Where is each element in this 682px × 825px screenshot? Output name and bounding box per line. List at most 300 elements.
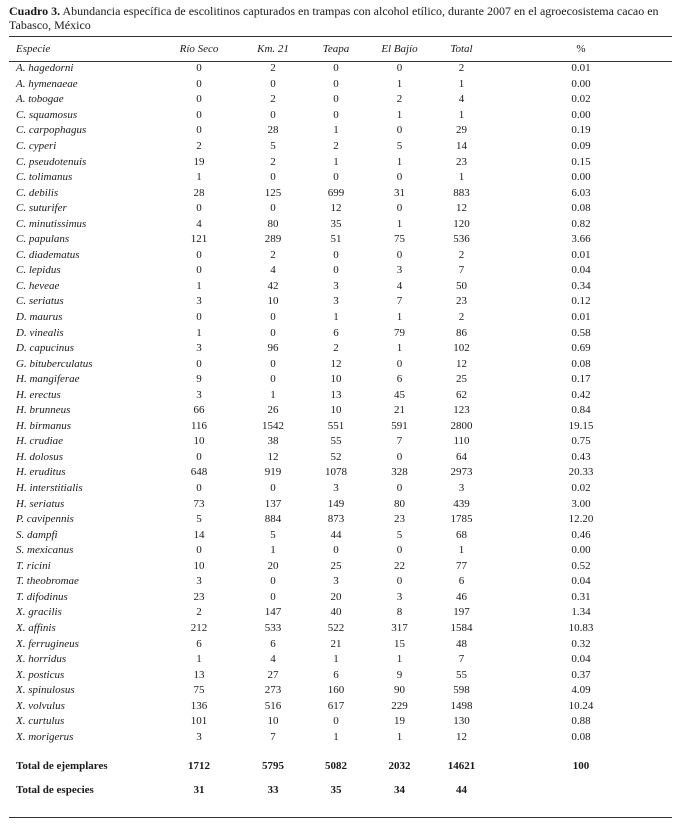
table-row [9,559,672,575]
cell-teapa: 1 [333,155,339,168]
cell-percent: 0.09 [571,140,591,152]
cell-total: 197 [453,606,470,619]
cell-total: 1584 [450,621,473,634]
cell-species: C. cyperi [16,140,57,152]
table-row [9,185,672,201]
cell-teapa: 522 [327,621,345,634]
cell-km21: 1 [270,544,276,557]
cell-km21: 38 [267,435,279,448]
cell-species: X. spinulosus [16,684,75,697]
cell-rio-seco: 136 [190,699,208,712]
cell-percent: 0.08 [571,357,591,370]
cell-percent: 0.00 [571,77,591,90]
cell-total: 25 [456,373,467,386]
cell-km21: 6 [270,637,276,650]
cell-rio-seco: 0 [196,264,202,277]
cell-species: C. minutissimus [16,217,87,230]
cell-teapa: 5082 [325,759,347,772]
cell-teapa: 55 [330,435,342,448]
cell-species: X. curtulus [16,715,65,728]
cell-rio-seco: 66 [193,404,205,417]
table-row [9,154,672,170]
table-row [9,450,672,466]
cell-km21: 5795 [262,759,284,772]
cell-total: 883 [453,186,470,199]
cell-el-bajio: 0 [396,450,403,463]
cell-rio-seco: 116 [190,419,208,432]
cell-species: H. crudiae [16,435,64,448]
cell-percent: 3.66 [571,233,591,246]
table-row [9,248,672,264]
cell-species: D. maurus [16,311,63,324]
cell-rio-seco: 0 [196,77,202,90]
cell-total: 23 [456,155,467,168]
cell-teapa: 10 [330,373,342,386]
cell-percent: 0.00 [571,171,591,184]
cell-percent: 0.15 [571,155,591,168]
cell-total: 12 [456,357,467,370]
cell-rio-seco: 0 [196,482,202,495]
table-row [9,92,672,108]
cell-km21: 0 [270,171,276,184]
cell-percent: 0.00 [571,108,591,121]
cell-el-bajio: 2032 [388,759,411,772]
cell-rio-seco: 0 [196,202,202,215]
cell-km21: 0 [270,326,276,339]
cell-teapa: 3 [333,279,339,292]
cell-total: 110 [453,435,470,448]
table-row [9,139,672,155]
cell-el-bajio: 6 [396,373,403,386]
cell-el-bajio: 23 [394,513,405,526]
table-row [9,201,672,217]
cell-species: C. squamosus [16,108,78,121]
cell-total: 3 [458,482,465,495]
cell-el-bajio: 31 [394,186,405,199]
cell-species: X. volvulus [16,699,65,712]
table-row [9,61,672,77]
cell-el-bajio: 0 [396,357,403,370]
cell-percent: 0.88 [571,715,591,728]
cell-teapa: 0 [333,62,339,75]
header-total: Total [450,43,473,55]
cell-total: 2 [458,62,465,75]
cell-km21: 0 [270,311,276,324]
cell-teapa: 2 [333,342,339,355]
table-row [9,310,672,326]
cell-teapa: 6 [333,668,339,681]
cell-total: 12 [456,202,467,215]
cell-rio-seco: 1 [196,171,202,184]
cell-rio-seco: 0 [196,311,202,324]
cell-km21: 0 [270,373,276,386]
cell-km21: 26 [267,404,279,417]
cell-percent: 0.08 [571,202,591,215]
cell-el-bajio: 2 [396,93,403,106]
cell-total: 130 [453,715,470,728]
table-row [9,714,672,730]
table-row [9,123,672,139]
cell-el-bajio: 1 [396,342,403,355]
cell-percent: 0.12 [571,295,591,308]
cell-percent: 0.00 [571,544,591,557]
cell-percent: 0.02 [571,93,591,106]
cell-species: T. theobromae [16,575,79,588]
cell-rio-seco: 0 [196,248,202,261]
cell-percent: 0.46 [571,528,591,541]
cell-el-bajio: 7 [396,295,403,308]
cell-teapa: 699 [327,186,345,199]
cell-total: 64 [456,450,467,463]
cell-teapa: 0 [333,544,339,557]
cell-teapa: 1 [333,124,339,137]
cell-el-bajio: 1 [396,653,403,666]
table-row [9,170,672,186]
cell-percent: 100 [572,759,590,772]
cell-rio-seco: 19 [193,155,205,168]
cell-total: 1498 [450,699,473,712]
cell-species: S. mexicanus [16,544,74,557]
table-row [9,372,672,388]
cell-km21: 4 [270,264,276,277]
cell-teapa: 617 [327,699,345,712]
cell-total: 86 [456,326,467,339]
cell-teapa: 52 [330,450,342,463]
cell-rio-seco: 0 [196,450,202,463]
cell-teapa: 1078 [325,466,347,479]
cell-km21: 33 [267,783,279,796]
cell-km21: 80 [267,217,279,230]
cell-teapa: 873 [327,513,345,526]
cell-teapa: 35 [330,217,342,230]
cell-km21: 42 [267,279,279,292]
cell-total: 1 [458,544,465,557]
cell-km21: 125 [264,186,282,199]
cell-total: 1 [458,77,465,90]
table-row [9,667,672,683]
table-row [9,590,672,606]
cell-el-bajio: 0 [396,575,403,588]
cell-rio-seco: 6 [196,637,202,650]
cell-species: C. seriatus [16,295,64,308]
cell-km21: 20 [267,559,279,572]
cell-species: C. tolimanus [16,171,73,184]
cell-teapa: 25 [330,559,342,572]
cell-el-bajio: 0 [396,62,403,75]
cell-teapa: 21 [330,637,342,650]
cell-species: P. cavipennis [16,513,74,526]
cell-percent: 0.17 [571,373,591,386]
cell-teapa: 0 [333,77,339,90]
cell-rio-seco: 1 [196,326,202,339]
cell-teapa: 0 [333,171,339,184]
cell-km21: 919 [264,466,282,479]
cell-species: A. tobogae [16,93,64,106]
cell-percent: 6.03 [571,186,591,199]
cell-percent: 0.84 [571,404,591,417]
cell-teapa: 0 [333,248,339,261]
table-row [9,77,672,93]
cell-species: C. diadematus [16,248,80,261]
cell-percent: 0.58 [571,326,591,339]
cell-percent: 0.43 [571,450,591,463]
table-row [9,512,672,528]
cell-rio-seco: 0 [196,357,202,370]
cell-rio-seco: 0 [196,108,202,121]
cell-species: C. papulans [16,233,70,246]
cell-el-bajio: 21 [394,404,405,417]
table-row [9,341,672,357]
cell-el-bajio: 15 [394,637,405,650]
cell-rio-seco: 3 [196,575,202,588]
cell-teapa: 0 [333,264,339,277]
cell-el-bajio: 317 [391,621,408,634]
cell-species: C. carpophagus [16,124,87,137]
cell-species: H. mangiferae [16,373,80,386]
cell-km21: 0 [270,482,276,495]
cell-total: 102 [453,342,470,355]
cell-teapa: 3 [333,482,339,495]
cell-teapa: 20 [330,590,342,603]
cell-km21: 0 [270,575,276,588]
cell-teapa: 3 [333,575,339,588]
cell-percent: 0.75 [571,435,591,448]
table-row [9,574,672,590]
table-row [9,543,672,559]
cell-teapa: 40 [330,606,342,619]
cell-el-bajio: 5 [396,140,403,152]
cell-total: 439 [453,497,470,510]
cell-total: 1785 [450,513,473,526]
cell-teapa: 0 [333,108,339,121]
cell-el-bajio: 1 [396,217,403,230]
cell-species: Total de especies [16,783,94,796]
header-percent: % [576,43,586,55]
cell-total: 2 [458,311,465,324]
cell-km21: 10 [267,295,279,308]
cell-rio-seco: 1 [196,279,202,292]
cell-km21: 289 [264,233,282,246]
cell-species: C. pseudotenuis [16,155,87,168]
cell-total: 7 [458,264,465,277]
table-row [9,232,672,248]
header-el-bajio: El Bajío [381,43,418,55]
cell-rio-seco: 2 [196,140,202,152]
cell-teapa: 12 [330,357,342,370]
cell-teapa: 35 [330,783,342,796]
cell-rio-seco: 9 [196,373,202,386]
cell-km21: 2 [270,248,276,261]
cell-percent: 0.04 [571,264,591,277]
cell-km21: 5 [270,140,276,152]
cell-el-bajio: 22 [394,559,405,572]
cell-total: 120 [453,217,470,230]
cell-km21: 0 [270,590,276,603]
cell-species: H. brunneus [16,404,71,417]
cell-rio-seco: 0 [196,124,202,137]
table-row [9,216,672,232]
cell-teapa: 1 [333,653,339,666]
cell-rio-seco: 4 [196,217,202,230]
cell-teapa: 551 [327,419,345,432]
cell-rio-seco: 28 [193,186,205,199]
cell-rio-seco: 2 [196,606,202,619]
cell-rio-seco: 14 [193,528,205,541]
cell-el-bajio: 1 [396,155,403,168]
cell-rio-seco: 121 [190,233,208,246]
cell-species: H. seriatus [16,497,65,510]
table-row [9,419,672,435]
table-row [9,263,672,279]
cell-species: H. interstitialis [16,482,83,495]
caption-text: Abundancia específica de escolitinos capturados en trampas con alcohol etílico, durante 2007 en el agroecosistema cacao en Tabasco, México [9,4,659,32]
cell-rio-seco: 13 [193,668,205,681]
cell-total: 598 [453,684,470,697]
cell-species: X. gracilis [16,606,62,619]
cell-percent [490,778,672,802]
table-row [9,730,672,746]
table-row [9,387,672,403]
cell-el-bajio: 1 [396,311,403,324]
table-row [9,652,672,668]
cell-total: 68 [456,528,467,541]
cell-rio-seco: 1712 [188,759,210,772]
cell-rio-seco: 3 [196,388,202,401]
cell-teapa: 51 [330,233,342,246]
cell-percent: 0.52 [571,559,591,572]
cell-rio-seco: 5 [196,513,202,526]
cell-teapa: 2 [333,140,339,152]
cell-km21: 516 [264,699,282,712]
cell-species: D. vinealis [16,326,64,339]
cell-teapa: 0 [333,715,339,728]
table-row [9,465,672,481]
cell-el-bajio: 45 [394,388,405,401]
cell-km21: 2 [270,93,276,106]
cell-teapa: 160 [327,684,345,697]
table-row [9,636,672,652]
cell-species: H. erectus [16,388,61,401]
cell-rio-seco: 75 [193,684,205,697]
cell-percent: 1.34 [571,606,591,619]
cell-teapa: 10 [330,404,342,417]
cell-el-bajio: 9 [396,668,403,681]
cell-percent: 3.00 [571,497,591,510]
cell-percent: 20.33 [568,466,594,479]
cell-rio-seco: 212 [190,621,208,634]
table-row [9,621,672,637]
header-row [9,37,672,61]
cell-total: 77 [456,559,467,572]
cell-teapa: 0 [333,93,339,106]
cell-km21: 0 [270,357,276,370]
cell-percent: 19.15 [568,419,594,432]
header-rio-seco: Río Seco [179,43,219,55]
cell-percent: 0.04 [571,653,591,666]
totals-row [9,778,672,802]
table-row [9,279,672,295]
cell-km21: 96 [267,342,279,355]
cell-total: 7 [458,653,465,666]
cell-species: D. capucinus [16,342,75,355]
cell-km21: 27 [267,668,279,681]
cell-species: S. dampfi [16,528,58,541]
cell-el-bajio: 0 [396,544,403,557]
cell-teapa: 44 [330,528,342,541]
cell-species: H. dolosus [16,450,64,463]
table-row [9,481,672,497]
cell-total: 23 [456,295,467,308]
cell-el-bajio: 0 [396,482,403,495]
abundance-table [9,37,672,802]
cell-km21: 1542 [262,419,284,432]
cell-rio-seco: 3 [196,342,202,355]
cell-total: 48 [456,637,467,650]
cell-km21: 4 [270,653,276,666]
table-caption [9,4,673,32]
cell-km21: 1 [270,388,276,401]
cell-teapa: 1 [333,730,339,743]
cell-species: T. ricini [16,559,51,572]
cell-el-bajio: 0 [396,124,403,137]
cell-total: 2 [458,248,465,261]
cell-teapa: 13 [330,388,342,401]
cell-species: H. birmanus [16,419,72,432]
cell-species: G. bituberculatus [16,357,93,370]
cell-percent: 0.69 [571,342,591,355]
cell-rio-seco: 73 [193,497,205,510]
cell-percent: 0.31 [571,590,591,603]
cell-el-bajio: 1 [396,108,403,121]
cell-total: 6 [458,575,465,588]
cell-total: 44 [456,783,467,796]
cell-rio-seco: 0 [196,93,202,106]
header-km21: Km. 21 [257,43,289,55]
cell-el-bajio: 3 [396,590,403,603]
cell-total: 2800 [450,419,473,432]
cell-el-bajio: 7 [396,435,403,448]
cell-km21: 0 [270,202,276,215]
cell-percent: 0.04 [571,575,591,588]
cell-total: 536 [453,233,470,246]
cell-species: X. morigerus [16,730,74,743]
cell-km21: 7 [270,730,276,743]
cell-percent: 0.02 [571,482,591,495]
cell-teapa: 149 [327,497,345,510]
table-row [9,356,672,372]
cell-km21: 273 [264,684,282,697]
cell-rio-seco: 3 [196,295,202,308]
cell-percent: 0.01 [571,248,591,261]
cell-species: X. horridus [16,653,67,666]
table-row [9,496,672,512]
cell-rio-seco: 648 [190,466,208,479]
cell-km21: 10 [267,715,279,728]
table-row [9,683,672,699]
cell-percent: 0.34 [571,279,591,292]
cell-rio-seco: 10 [193,435,205,448]
cell-el-bajio: 591 [391,419,408,432]
cell-teapa: 6 [333,326,339,339]
cell-species: A. hagedorni [16,62,74,75]
cell-el-bajio: 34 [394,783,405,796]
table-row [9,108,672,124]
cell-total: 14621 [447,759,476,772]
cell-total: 2973 [450,466,473,479]
cell-species: H. eruditus [16,466,66,479]
cell-el-bajio: 0 [396,171,403,184]
cell-rio-seco: 3 [196,730,202,743]
